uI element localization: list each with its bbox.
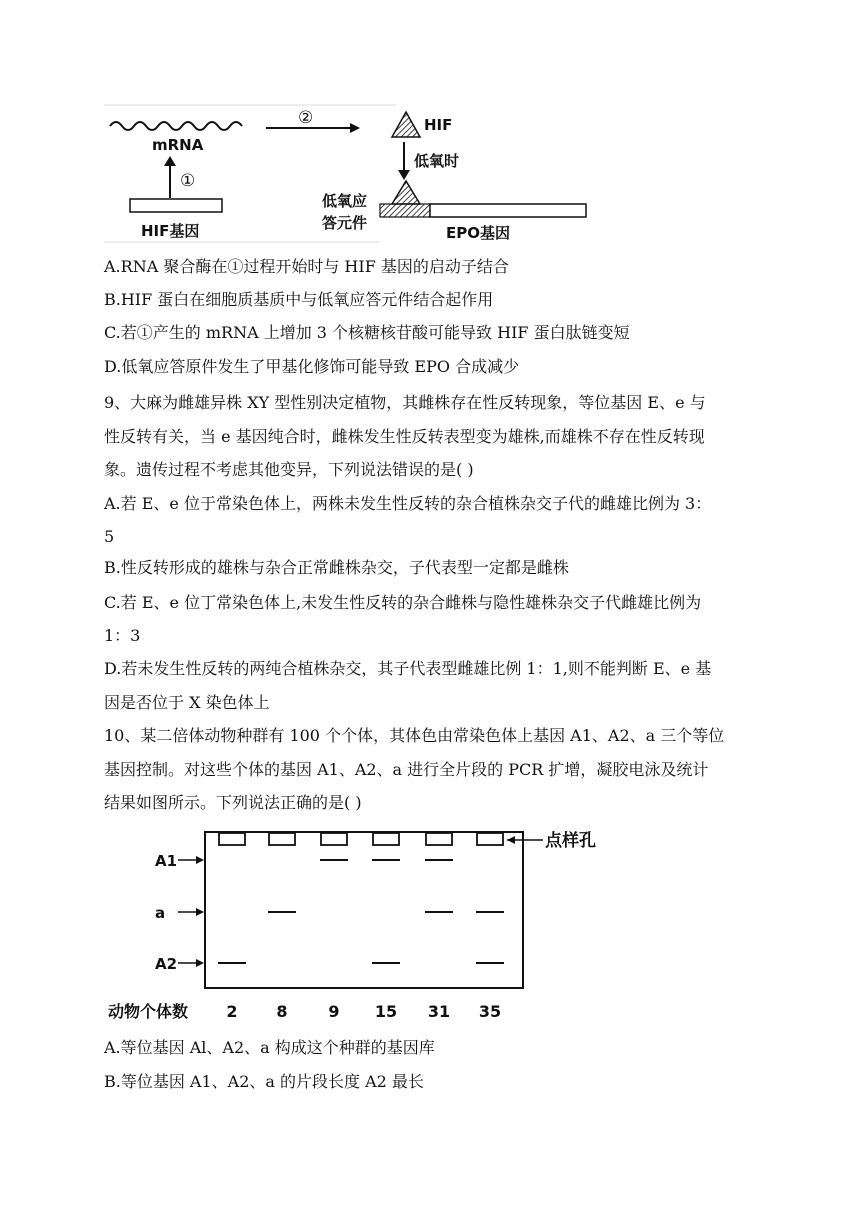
hif-protein-triangle [392, 112, 420, 137]
q8-option-a: A.RNA 聚合酶在①过程开始时与 HIF 基因的启动子结合 [104, 257, 509, 276]
q10-option-a: A.等位基因 Al、A2、a 构成这个种群的基因库 [104, 1038, 435, 1057]
count-lane-2: 8 [276, 1002, 288, 1021]
element-label-1: 低氧应 [322, 192, 368, 210]
well-label: 点样孔 [545, 831, 596, 851]
epo-gene-bar [430, 204, 586, 217]
arrow-right-icon [350, 123, 360, 133]
q10-option-b: B.等位基因 A1、A2、a 的片段长度 A2 最长 [104, 1072, 424, 1091]
row-label-a: a [155, 904, 166, 922]
sample-well-4 [373, 833, 399, 845]
q9-option-d-1: D.若未发生性反转的两纯合植株杂交，其子代表型雌雄比例 1：1,则不能判断 E、e 基 [104, 659, 712, 678]
arrow-right-icon [196, 908, 204, 916]
q9-option-c-1: C.若 E、e 位丁常染色体上,未发生性反转的杂合雌株与隐性雄株杂交子代雌雄比例为 [104, 593, 702, 612]
q10-stem-3: 结果如图所示。下列说法正确的是( ) [104, 793, 362, 812]
sample-well-3 [321, 833, 347, 845]
q9-stem-1: 9、大麻为雌雄异株 XY 型性别决定植物，其雌株存在性反转现象，等位基因 E、e 与 [104, 393, 706, 412]
q10-stem-1: 10、某二倍体动物种群有 100 个个体，其体色由常染色体上基因 A1、A2、a 三个等位 [104, 726, 725, 745]
hif-epo-diagram [0, 0, 860, 250]
response-element [380, 204, 430, 217]
q9-option-c-2: 1：3 [104, 626, 141, 645]
gel-electrophoresis-figure [0, 826, 860, 1026]
arrow-right-icon [196, 959, 204, 967]
q8-option-c: C.若①产生的 mRNA 上增加 3 个核糖核苷酸可能导致 HIF 蛋白肽链变短 [104, 323, 630, 342]
hif-label: HIF [424, 116, 453, 134]
arrow-down-icon [398, 170, 410, 180]
q8-option-b: B.HIF 蛋白在细胞质基质中与低氧应答元件结合起作用 [104, 290, 494, 309]
count-lane-1: 2 [226, 1002, 238, 1021]
arrow-right-icon [196, 856, 204, 864]
sample-well-1 [219, 833, 245, 845]
epo-gene-label: EPO基因 [446, 224, 510, 242]
q10-stem-2: 基因控制。对这些个体的基因 A1、A2、a 进行全片段的 PCR 扩增，凝胶电泳及统计 [104, 760, 709, 779]
count-label: 动物个体数 [108, 1002, 189, 1021]
count-lane-5: 31 [427, 1002, 451, 1021]
gel-frame [205, 832, 523, 988]
sample-well-6 [477, 833, 503, 845]
q9-option-d-2: 因是否位于 X 染色体上 [104, 693, 270, 712]
q9-option-a-1: A.若 E、e 位于常染色体上，两株未发生性反转的杂合植株杂交子代的雌雄比例为 3： [104, 494, 712, 513]
sample-well-2 [269, 833, 295, 845]
mrna-wave [110, 122, 242, 130]
count-lane-6: 35 [478, 1002, 502, 1021]
hif-gene-label: HIF基因 [141, 222, 200, 240]
hif-gene-bar [130, 199, 222, 212]
count-lane-4: 15 [374, 1002, 398, 1021]
q8-option-d: D.低氧应答原件发生了甲基化修饰可能导致 EPO 合成减少 [104, 357, 520, 376]
arrow-left-icon [507, 836, 515, 844]
q9-option-b: B.性反转形成的雄株与杂合正常雌株杂交，子代表型一定都是雌株 [104, 558, 569, 577]
count-lane-3: 9 [328, 1002, 340, 1021]
step1-label: ① [180, 171, 196, 191]
sample-well-5 [426, 833, 452, 845]
row-label-a1: A1 [155, 852, 178, 870]
q9-option-a-2: 5 [104, 527, 115, 546]
arrow-up-icon [164, 156, 176, 166]
bound-hif-triangle [392, 181, 420, 204]
step2-label: ② [298, 108, 314, 128]
row-label-a2: A2 [155, 955, 178, 973]
q9-stem-3: 象。遗传过程不考虑其他变异，下列说法错误的是( ) [104, 460, 474, 479]
element-label-2: 答元件 [322, 214, 368, 232]
mrna-label: mRNA [152, 136, 204, 154]
q9-stem-2: 性反转有关，当 e 基因纯合时，雌株发生性反转表型变为雄株,而雄株不存在性反转现 [104, 427, 705, 446]
low-oxygen-label: 低氧时 [414, 152, 460, 170]
